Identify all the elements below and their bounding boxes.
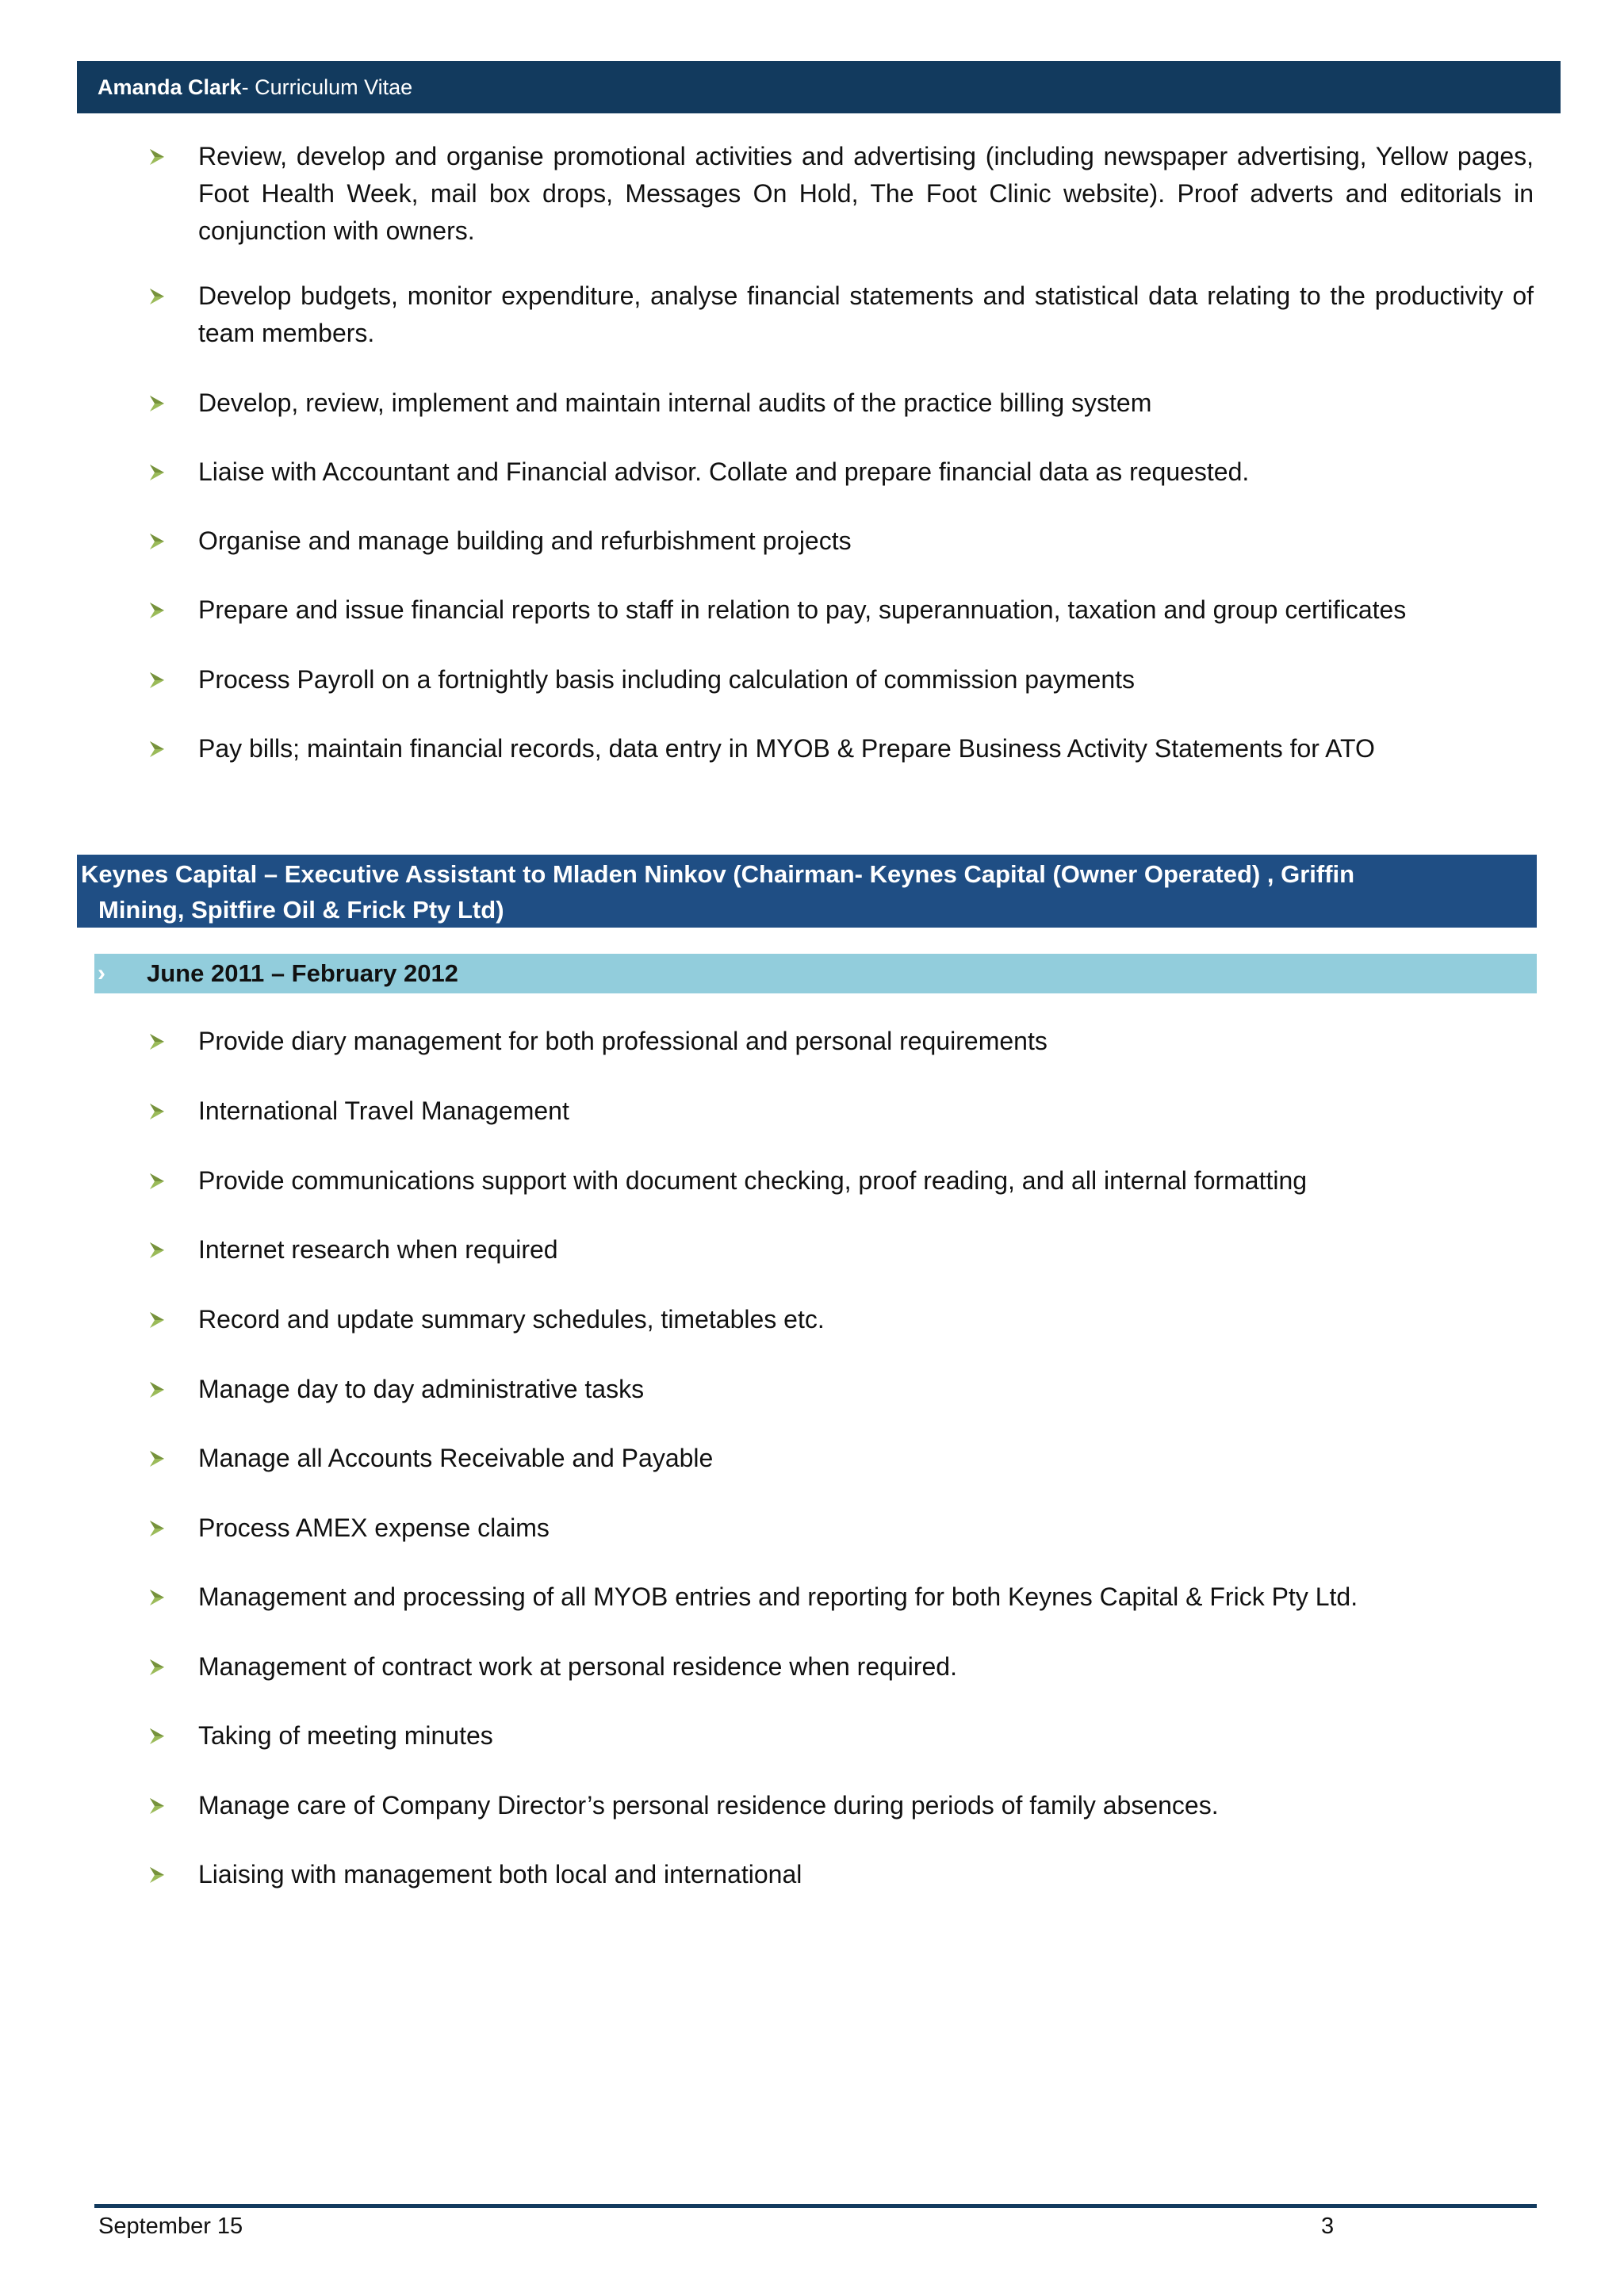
bullet-text: Pay bills; maintain financial records, data entry in MYOB & Prepare Business Activity Statements for ATO: [198, 734, 1375, 763]
bullet-text: Manage care of Company Director’s personal residence during periods of family absences.: [198, 1791, 1219, 1820]
arrow-bullet-icon: [148, 1797, 166, 1816]
cv-header-bar: [77, 61, 1561, 113]
footer-divider: [94, 2204, 1537, 2208]
arrow-bullet-icon: [148, 1866, 166, 1885]
chevron-right-icon: ›: [98, 960, 105, 986]
arrow-bullet-icon: [148, 1172, 166, 1191]
cv-author-name: Amanda Clark: [98, 75, 242, 99]
bullet-text: Manage day to day administrative tasks: [198, 1375, 645, 1403]
bullet-text: International Travel Management: [198, 1096, 569, 1125]
arrow-bullet-icon: [148, 1241, 166, 1260]
job-title-bar: [77, 855, 1537, 928]
bullet-text: Provide communications support with document checking, proof reading, and all internal formatting: [198, 1166, 1308, 1195]
job-title-line-2: Mining, Spitfire Oil & Frick Pty Ltd): [98, 896, 504, 924]
arrow-bullet-icon: [148, 1588, 166, 1607]
job-date-range: June 2011 – February 2012: [147, 959, 458, 987]
job-title-line-1: Keynes Capital – Executive Assistant to Mladen Ninkov (Chairman- Keynes Capital (Owner Operated) , Griffin: [81, 860, 1355, 888]
arrow-bullet-icon: [148, 1727, 166, 1746]
arrow-bullet-icon: [148, 147, 166, 166]
arrow-bullet-icon: [148, 740, 166, 759]
bullet-text: Liaise with Accountant and Financial advisor. Collate and prepare financial data as requested.: [198, 457, 1250, 486]
arrow-bullet-icon: [148, 532, 166, 551]
arrow-bullet-icon: [148, 394, 166, 413]
bullet-text: Provide diary management for both professional and personal requirements: [198, 1027, 1048, 1055]
bullet-text: Process Payroll on a fortnightly basis including calculation of commission payments: [198, 665, 1135, 694]
page-number: 3: [1321, 2214, 1335, 2239]
bullet-text: Review, develop and organise promotional activities and advertising (including newspaper advertising, Yellow pages, Foot Health Week, mail box drops, Messages On Hold, The Foot Clinic website). Proof adverts and editorials in conjunction with owners.: [198, 142, 1534, 245]
bullet-text: Management of contract work at personal residence when required.: [198, 1652, 957, 1681]
bullet-text: Taking of meeting minutes: [198, 1721, 493, 1750]
arrow-bullet-icon: [148, 601, 166, 620]
arrow-bullet-icon: [148, 1658, 166, 1677]
bullet-text: Prepare and issue financial reports to staff in relation to pay, superannuation, taxation and group certificates: [198, 595, 1407, 624]
job-date-bar: [94, 954, 1537, 993]
bullet-text: Liaising with management both local and international: [198, 1860, 802, 1888]
bullet-text: Management and processing of all MYOB entries and reporting for both Keynes Capital & Frick Pty Ltd.: [198, 1582, 1358, 1611]
arrow-bullet-icon: [148, 1380, 166, 1399]
arrow-bullet-icon: [148, 287, 166, 306]
arrow-bullet-icon: [148, 1449, 166, 1468]
bullet-text: Internet research when required: [198, 1235, 558, 1264]
arrow-bullet-icon: [148, 463, 166, 482]
bullet-text: Develop budgets, monitor expenditure, analyse financial statements and statistical data relating to the productivity of team members.: [198, 281, 1534, 347]
bullet-text: Develop, review, implement and maintain internal audits of the practice billing system: [198, 388, 1152, 417]
footer-date: September 15: [98, 2214, 243, 2239]
bullet-text: Record and update summary schedules, timetables etc.: [198, 1305, 825, 1334]
arrow-bullet-icon: [148, 1032, 166, 1051]
bullet-text: Process AMEX expense claims: [198, 1513, 550, 1542]
arrow-bullet-icon: [148, 1311, 166, 1330]
arrow-bullet-icon: [148, 1519, 166, 1538]
arrow-bullet-icon: [148, 1102, 166, 1121]
arrow-bullet-icon: [148, 671, 166, 690]
cv-header-subtitle: - Curriculum Vitae: [241, 75, 413, 99]
bullet-text: Manage all Accounts Receivable and Payable: [198, 1444, 714, 1472]
bullet-text: Organise and manage building and refurbishment projects: [198, 526, 852, 555]
